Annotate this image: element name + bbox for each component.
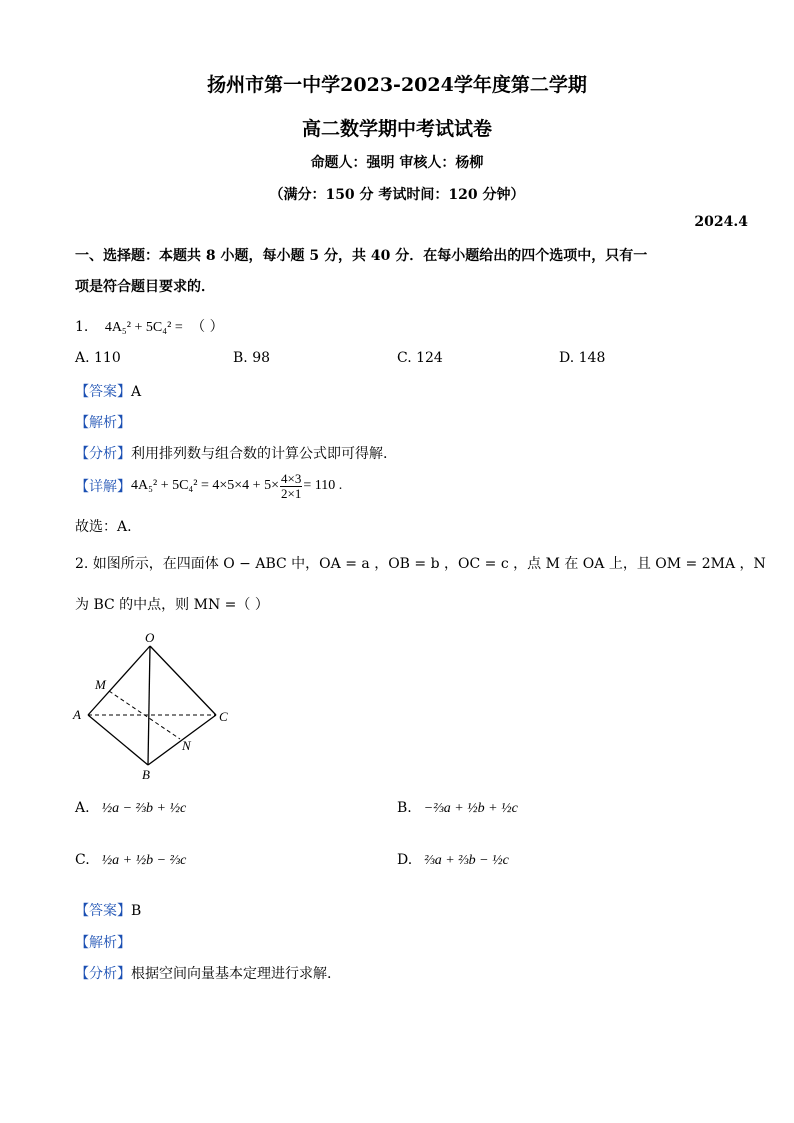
q1-fenxi-line <box>75 443 387 463</box>
q1-option-d: D. 148 <box>559 350 606 366</box>
q2-answer-line <box>75 900 141 920</box>
q1-analysis-tag: 【解析】 <box>75 415 131 431</box>
exam-info: （满分：150 分 考试时间：120 分钟） <box>269 187 525 203</box>
q1-detail-fraction <box>280 472 302 501</box>
q2-option-d <box>397 852 509 869</box>
q2-option-d-expr: ⅔a + ⅔b − ½c <box>424 853 509 868</box>
q1-detail-frac-num: 4×3 <box>280 470 302 486</box>
q2-option-d-letter: D. <box>397 852 413 868</box>
q1-number: 1. <box>75 319 89 335</box>
q1-detail-frac-den: 2×1 <box>280 485 302 501</box>
label-c: C <box>219 709 228 724</box>
exam-title: 扬州市第一中学2023-2024学年度第二学期 <box>207 74 587 96</box>
section-instruction-line2: 项是符合题目要求的． <box>75 279 215 295</box>
q1-answer-tag: 【答案】 <box>75 384 131 400</box>
edge-ab <box>88 715 148 765</box>
q1-conclusion: 故选：A. <box>75 519 132 535</box>
q1-detail-prefix: 4A₅² + 5C₄² = 4×5×4 + 5× <box>131 478 279 493</box>
q2-option-c <box>75 852 186 869</box>
q1-stem <box>75 316 224 336</box>
exam-authors: 命题人：强明 审核人：杨柳 <box>310 155 484 171</box>
q2-option-b-letter: B. <box>397 800 412 816</box>
label-m: M <box>95 677 106 692</box>
q2-answer: B <box>131 903 142 919</box>
q2-fenxi-line <box>75 963 331 983</box>
edge-ob <box>148 646 150 765</box>
q2-stem-line2: 为 BC 的中点，则 MN =（ ） <box>75 597 269 613</box>
label-a: A <box>73 707 81 722</box>
label-b: B <box>142 767 150 782</box>
q2-fenxi: 根据空间向量基本定理进行求解. <box>131 966 332 982</box>
q1-option-c: C. 124 <box>397 350 443 366</box>
q2-option-a-letter: A. <box>75 800 90 816</box>
q1-option-b: B. 98 <box>233 350 271 366</box>
edge-oc <box>150 646 216 715</box>
q2-option-b <box>397 800 518 817</box>
q1-answer-line <box>75 381 141 401</box>
q1-option-a: A. 110 <box>75 350 121 366</box>
q2-option-a-expr: ½a − ⅔b + ½c <box>101 801 187 816</box>
q1-fenxi: 利用排列数与组合数的计算公式即可得解. <box>131 446 388 462</box>
q1-answer: A <box>131 384 142 400</box>
q2-option-c-letter: C. <box>75 852 90 868</box>
q1-detail-suffix: = 110 . <box>303 478 343 493</box>
q2-fenxi-tag: 【分析】 <box>75 966 131 982</box>
q2-stem-line1: 2. 如图所示，在四面体 O − ABC 中，OA = a ，OB = b ，OC = c ，点 M 在 OA 上，且 OM = 2MA ，N <box>75 556 766 572</box>
q1-detail-line <box>75 468 342 504</box>
tetrahedron-diagram <box>66 626 246 786</box>
q2-option-a <box>75 800 186 817</box>
q1-expression: 4A₅² + 5C₄² = <box>104 320 183 335</box>
exam-subtitle: 高二数学期中考试试卷 <box>301 118 492 140</box>
q2-analysis-tag: 【解析】 <box>75 935 131 951</box>
q2-option-c-expr: ½a + ½b − ⅔c <box>101 853 187 868</box>
label-o: O <box>145 630 155 645</box>
q1-paren: （ ） <box>191 319 224 335</box>
q2-answer-tag: 【答案】 <box>75 903 131 919</box>
q2-option-b-expr: −⅔a + ½b + ½c <box>423 801 518 816</box>
section-instruction-line1: 一、选择题：本题共 8 小题，每小题 5 分，共 40 分．在每小题给出的四个选项中，只有一 <box>75 248 648 264</box>
q1-detail-tag: 【详解】 <box>75 479 131 495</box>
label-n: N <box>182 738 191 753</box>
q1-fenxi-tag: 【分析】 <box>75 446 131 462</box>
exam-date: 2024.4 <box>694 214 748 230</box>
